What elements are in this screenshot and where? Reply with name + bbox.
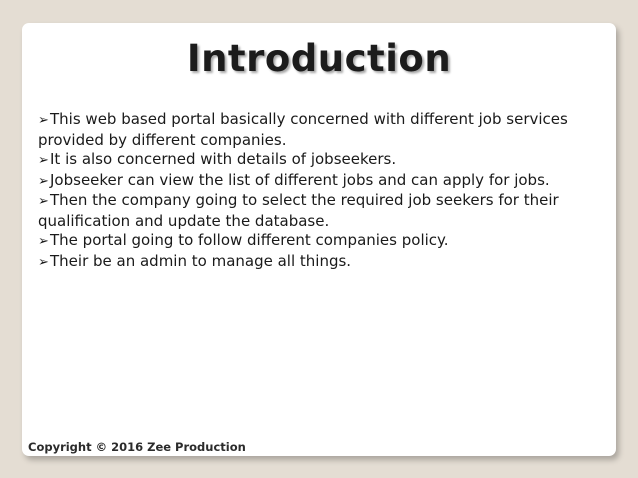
list-item	[38, 252, 598, 273]
bullet-text: It is also concerned with details of jobseekers.	[50, 150, 397, 168]
arrow-bullet-icon: ➢	[38, 153, 49, 168]
bullet-text: Then the company going to select the required job seekers for their qualification and update the database.	[38, 191, 559, 230]
copyright-footer: Copyright © 2016 Zee Production	[28, 440, 246, 454]
bullet-text: The portal going to follow different companies policy.	[50, 231, 449, 249]
list-item	[38, 171, 598, 192]
arrow-bullet-icon: ➢	[38, 234, 49, 249]
slide-title: Introduction	[186, 37, 452, 80]
bullet-text: Their be an admin to manage all things.	[50, 251, 352, 270]
bullet-text: This web based portal basically concerned with different job services provided by different companies.	[38, 110, 568, 149]
list-item	[38, 110, 598, 150]
arrow-bullet-icon: ➢	[38, 173, 49, 189]
arrow-bullet-icon: ➢	[38, 113, 49, 128]
arrow-bullet-icon: ➢	[38, 254, 49, 270]
list-item	[38, 231, 598, 252]
list-item	[38, 150, 598, 171]
arrow-bullet-icon: ➢	[38, 194, 49, 209]
bullet-text: Jobseeker can view the list of different jobs and can apply for jobs.	[50, 170, 550, 189]
slide	[22, 23, 616, 456]
list-item	[38, 191, 598, 231]
bullet-list	[38, 110, 598, 272]
